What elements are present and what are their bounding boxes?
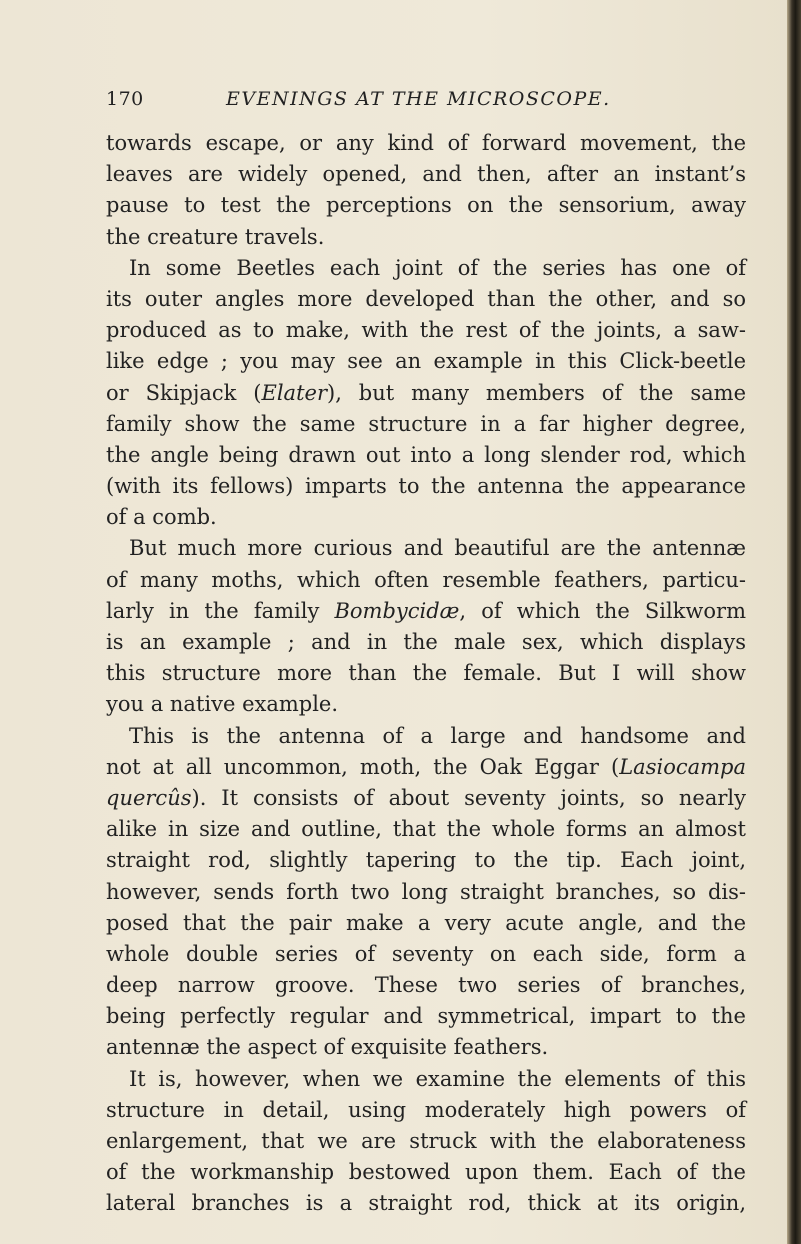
text-line: structure in detail, using moderately high powers of — [106, 1097, 746, 1122]
text-line: deep narrow groove. These two series of branches, — [106, 973, 746, 998]
text-line: of many moths, which often resemble feathers, particu- — [106, 567, 746, 592]
text-line: of a comb. — [106, 505, 217, 530]
text-line: pause to test the perceptions on the sensorium, away — [106, 193, 746, 218]
text-line: not at all uncommon, moth, the Oak Eggar (Lasiocampa — [106, 754, 746, 779]
text-line: This is the antenna of a large and handsome and — [129, 723, 746, 748]
text-line: It is, however, when we examine the elements of this — [129, 1066, 746, 1091]
text-line: like edge ; you may see an example in this Click-beetle — [106, 349, 746, 374]
text-line: family show the same structure in a far higher degree, — [106, 411, 746, 436]
italic-term: Bombycidæ — [334, 598, 460, 623]
text-line: leaves are widely opened, and then, after an instant’s — [106, 162, 746, 187]
text-line: larly in the family Bombycidæ, of which the Silkworm — [106, 598, 746, 623]
text-line: quercûs). It consists of about seventy joints, so nearly — [106, 785, 746, 810]
text-line: But much more curious and beautiful are the antennæ — [129, 536, 746, 561]
body-text — [106, 128, 746, 1220]
page-number: 170 — [106, 88, 144, 110]
text-line: you a native example. — [106, 692, 339, 717]
text-line: alike in size and outline, that the whole forms an almost — [106, 817, 746, 842]
text-line: In some Beetles each joint of the series has one of — [129, 255, 746, 280]
page-header — [106, 88, 746, 116]
italic-term: quercûs — [106, 785, 192, 810]
text-line: the creature travels. — [106, 224, 325, 249]
text-line: whole double series of seventy on each side, form a — [106, 941, 746, 966]
text-line: the angle being drawn out into a long slender rod, which — [106, 442, 746, 467]
text-line: or Skipjack (Elater), but many members of the same — [106, 380, 746, 405]
text-line: its outer angles more developed than the other, and so — [106, 286, 746, 311]
text-line: however, sends forth two long straight branches, so dis- — [106, 879, 746, 904]
text-line: lateral branches is a straight rod, thick at its origin, — [106, 1191, 746, 1216]
text-line: being perfectly regular and symmetrical, impart to the — [106, 1004, 746, 1029]
text-line: (with its fellows) imparts to the antenna the appearance — [106, 474, 746, 499]
text-line: posed that the pair make a very acute angle, and the — [106, 910, 746, 935]
text-line: enlargement, that we are struck with the elaborateness — [106, 1129, 746, 1153]
text-line: straight rod, slightly tapering to the tip. Each joint, — [106, 848, 746, 873]
text-line: produced as to make, with the rest of the joints, a saw- — [106, 318, 746, 343]
text-line: is an example ; and in the male sex, which displays — [106, 630, 746, 654]
italic-term: Lasiocampa — [619, 754, 746, 779]
text-line: towards escape, or any kind of forward movement, the — [106, 131, 746, 155]
running-title: EVENINGS AT THE MICROSCOPE. — [226, 88, 611, 110]
text-line: of the workmanship bestowed upon them. Each of the — [106, 1160, 746, 1185]
text-line: antennæ the aspect of exquisite feathers. — [106, 1035, 549, 1060]
text-line: this structure more than the female. But I will show — [106, 661, 746, 686]
italic-term: Elater — [261, 380, 327, 405]
page-edge-shadow — [787, 0, 801, 1244]
